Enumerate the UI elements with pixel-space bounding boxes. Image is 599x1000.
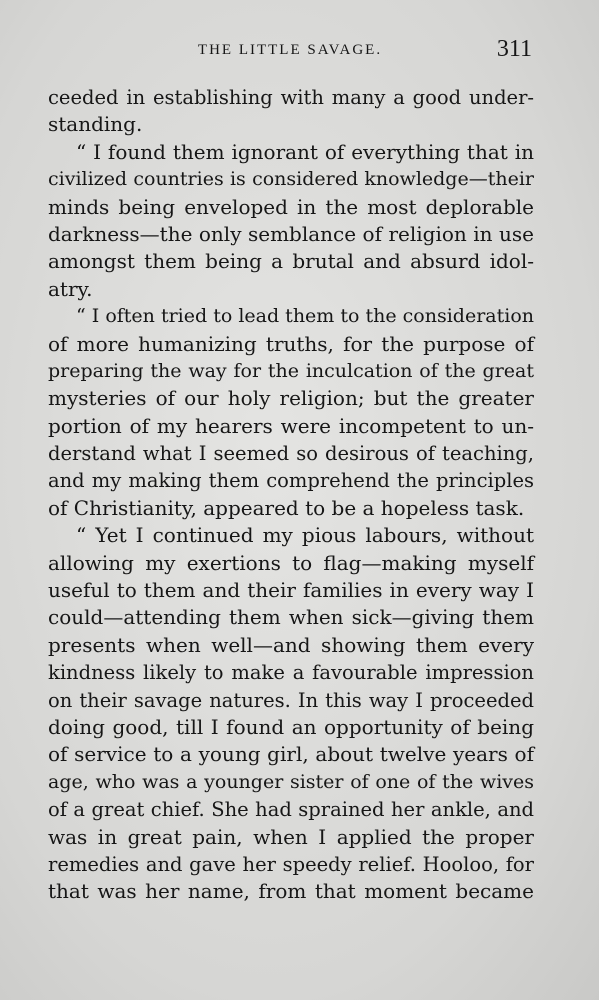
text-line: remedies and gave her speedy relief. Hooloo, for — [48, 852, 534, 876]
text-line: “ I found them ignorant of everything that in — [76, 139, 534, 164]
text-line: of service to a young girl, about twelve years of — [48, 742, 534, 767]
text-line: of a great chief. She had sprained her ankle, and — [48, 798, 534, 822]
text-line: of Christianity, appeared to be a hopeless task. — [48, 495, 525, 520]
text-line: kindness likely to make a favourable impression — [48, 661, 534, 685]
body-text — [48, 84, 534, 906]
text-line: civilized countries is considered knowledge—their — [48, 168, 534, 191]
text-line: amongst them being a brutal and absurd idol- — [48, 249, 534, 274]
text-line: useful to them and their families in every way I — [48, 578, 534, 603]
text-line: “ Yet I continued my pious labours, without — [76, 523, 534, 548]
text-line: that was her name, from that moment became — [48, 879, 534, 904]
text-line: of more humanizing truths, for the purpose of — [48, 331, 534, 356]
text-line: presents when well—and showing them every — [48, 632, 534, 657]
text-line: preparing the way for the inculcation of the great — [48, 359, 534, 382]
text-line: portion of my hearers were incompetent to un- — [48, 413, 534, 438]
text-line: darkness—the only semblance of religion in use — [48, 221, 534, 246]
text-line: mysteries of our holy religion; but the greater — [48, 386, 534, 411]
text-line: “ I often tried to lead them to the consideration — [76, 305, 534, 328]
text-line: and my making them comprehend the principles — [48, 469, 534, 493]
text-line: derstand what I seemed so desirous of teaching, — [48, 442, 534, 466]
text-line: atry. — [48, 276, 93, 301]
text-line: on their savage natures. In this way I proceeded — [48, 688, 534, 712]
text-line: minds being enveloped in the most deplorable — [48, 194, 534, 219]
text-line: could—attending them when sick—giving them — [48, 605, 534, 630]
text-line: allowing my exertions to flag—making myself — [48, 550, 534, 575]
text-line: standing. — [48, 112, 143, 137]
page-number: 311 — [496, 36, 532, 62]
running-title: THE LITTLE SAVAGE. — [197, 42, 383, 58]
text-line: age, who was a younger sister of one of the wives — [48, 770, 534, 793]
text-line: was in great pain, when I applied the proper — [48, 824, 534, 849]
page-header — [48, 36, 532, 66]
text-line: doing good, till I found an opportunity of being — [48, 714, 534, 739]
text-line: ceeded in establishing with many a good under- — [48, 86, 534, 109]
